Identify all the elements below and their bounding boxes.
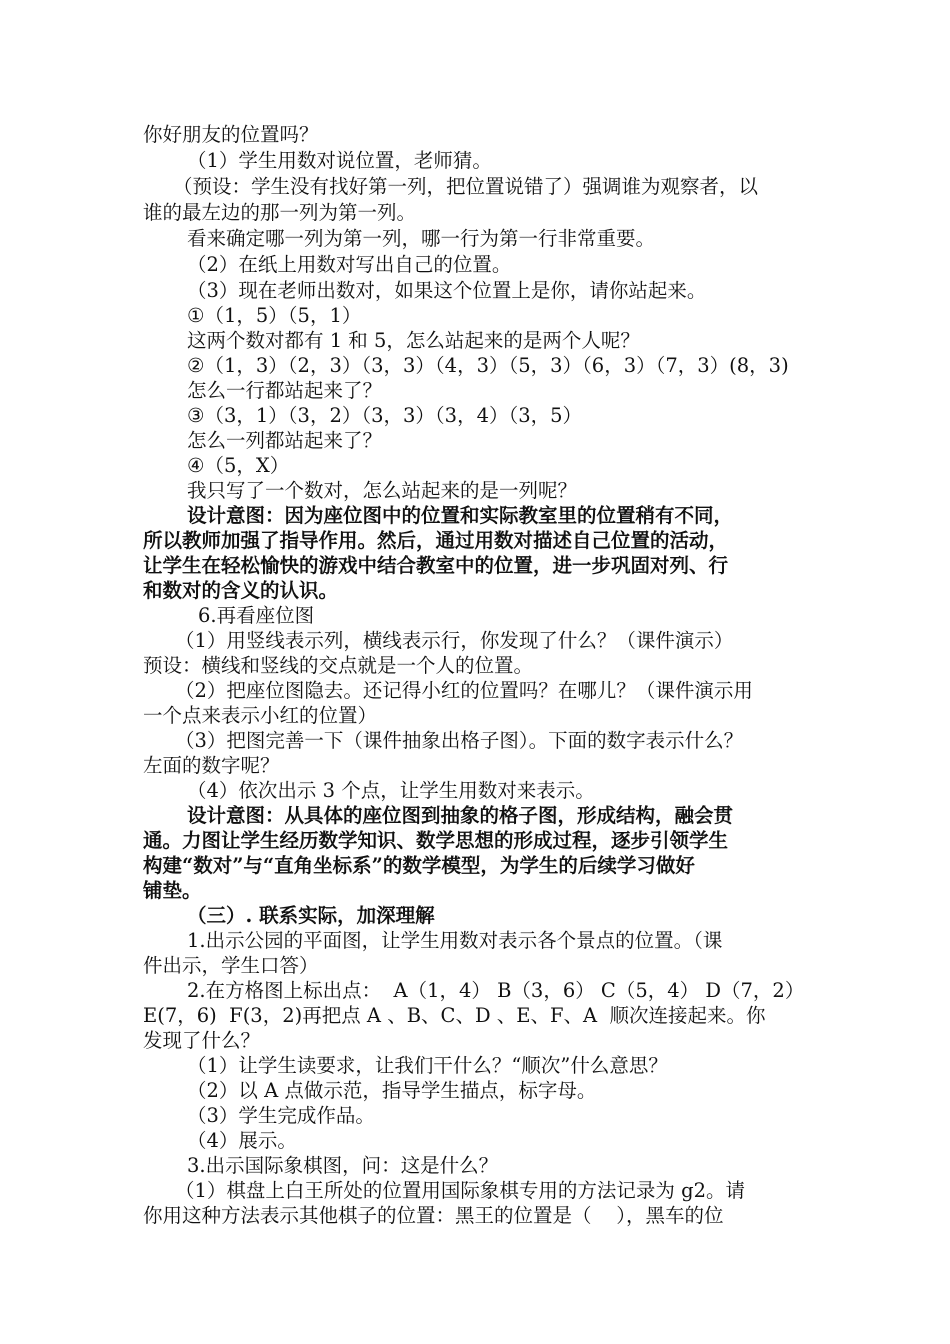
text-line: 这两个数对都有 1 和 5，怎么站起来的是两个人呢？ — [187, 329, 640, 352]
text-line: 铺垫。 — [143, 879, 202, 902]
text-line: 构建“数对”与“直角坐标系”的数学模型，为学生的后续学习做好 — [143, 854, 695, 877]
text-line: 一个点来表示小红的位置） — [143, 704, 378, 727]
text-line: 预设：横线和竖线的交点就是一个人的位置。 — [143, 654, 534, 677]
text-line: （2）在纸上用数对写出自己的位置。 — [187, 253, 512, 276]
text-line: ③（3，1）（3，2）（3，3）（3，4）（3，5） — [187, 404, 583, 427]
text-line: 所以教师加强了指导作用。然后，通过用数对描述自己位置的活动， — [143, 529, 729, 552]
text-line: 和数对的含义的认识。 — [143, 579, 339, 602]
text-line: 左面的数字呢？ — [143, 754, 280, 777]
text-line: ④（5，X） — [187, 454, 290, 477]
text-line: （4）展示。 — [187, 1129, 297, 1152]
text-line: 3.出示国际象棋图，问：这是什么？ — [187, 1154, 499, 1177]
text-line: （2）把座位图隐去。还记得小红的位置吗？在哪儿？（课件演示用 — [175, 679, 753, 702]
text-line: （1）棋盘上白王所处的位置用国际象棋专用的方法记录为 g2。请 — [175, 1179, 745, 1202]
text-line: 怎么一列都站起来了？ — [187, 429, 383, 452]
text-line: （预设：学生没有找好第一列，把位置说错了）强调谁为观察者，以 — [173, 175, 759, 198]
text-line: （3）学生完成作品。 — [187, 1104, 375, 1127]
text-line: 你用这种方法表示其他棋子的位置：黑王的位置是（ ），黑车的位 — [143, 1204, 724, 1227]
text-line: 1.出示公园的平面图，让学生用数对表示各个景点的位置。（课 — [187, 929, 723, 952]
text-line: （三）. 联系实际，加深理解 — [187, 904, 435, 927]
text-line: （2）以 A 点做示范，指导学生描点，标字母。 — [187, 1079, 597, 1102]
text-line: 谁的最左边的那一列为第一列。 — [143, 201, 417, 224]
text-line: （4）依次出示 3 个点，让学生用数对来表示。 — [187, 779, 595, 802]
text-line: ②（1，3）（2，3）（3，3）（4，3）（5，3）（6，3）（7，3）(8，3) — [187, 354, 789, 377]
text-line: 设计意图：从具体的座位图到抽象的格子图，形成结构，融会贯 — [187, 804, 734, 827]
text-line: 你好朋友的位置吗？ — [143, 123, 319, 146]
text-line: （1）让学生读要求，让我们干什么？“顺次”什么意思？ — [187, 1054, 668, 1077]
text-line: 让学生在轻松愉快的游戏中结合教室中的位置，进一步巩固对列、行 — [143, 554, 729, 577]
text-line: E(7，6) F(3，2)再把点 A 、B、C、D 、E、F、A 顺次连接起来。你 — [143, 1004, 766, 1027]
text-line: （1）用竖线表示列，横线表示行，你发现了什么？（课件演示） — [175, 629, 734, 652]
text-line: 看来确定哪一列为第一列，哪一行为第一行非常重要。 — [187, 227, 656, 250]
text-line: （3）现在老师出数对，如果这个位置上是你，请你站起来。 — [187, 279, 707, 302]
text-line: 件出示，学生口答） — [143, 954, 319, 977]
text-line: 6.再看座位图 — [198, 604, 315, 627]
text-line: 怎么一行都站起来了？ — [187, 379, 383, 402]
text-line: ①（1，5）（5，1） — [187, 304, 362, 327]
text-line: 通。力图让学生经历数学知识、数学思想的形成过程，逐步引领学生 — [143, 829, 729, 852]
text-line: 发现了什么？ — [143, 1029, 261, 1052]
text-line: 设计意图：因为座位图中的位置和实际教室里的位置稍有不同， — [187, 504, 734, 527]
text-line: 我只写了一个数对，怎么站起来的是一列呢？ — [187, 479, 578, 502]
text-line: （1）学生用数对说位置，老师猜。 — [187, 149, 492, 172]
text-line: 2.在方格图上标出点： A（1，4） B（3，6） C（5，4） D（7，2） — [187, 979, 805, 1002]
text-line: （3）把图完善一下（课件抽象出格子图）。下面的数字表示什么？ — [175, 729, 744, 752]
